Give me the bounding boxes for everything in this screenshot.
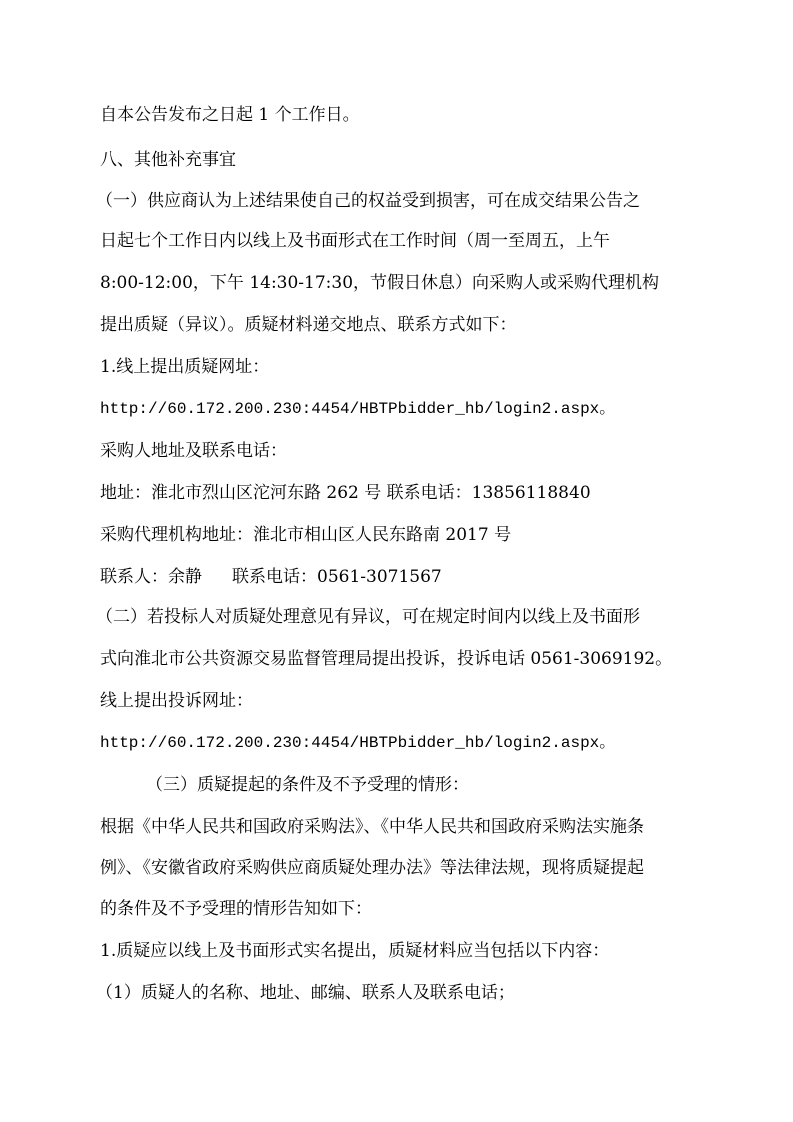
section-heading: 八、其他补充事宜 xyxy=(100,150,236,170)
paragraph-line: 的条件及不予受理的情形告知如下： xyxy=(100,899,372,919)
paragraph-line: 1.质疑应以线上及书面形式实名提出，质疑材料应当包括以下内容： xyxy=(100,941,610,961)
paragraph-line: 日起七个工作日内以线上及书面形式在工作时间（周一至周五，上午 xyxy=(100,231,610,251)
contact-line xyxy=(100,565,442,589)
paragraph-line: 自本公告发布之日起 1 个工作日。 xyxy=(100,105,360,125)
paragraph-line: 1.线上提出质疑网址： xyxy=(100,357,270,377)
paragraph-line: 采购代理机构地址：淮北市相山区人民东路南 2017 号 xyxy=(100,525,512,545)
paragraph-line: 式向淮北市公共资源交易监督管理局提出投诉，投诉电话 0561-3069192。 xyxy=(100,649,673,669)
paragraph-line: 采购人地址及联系电话： xyxy=(100,441,287,461)
paragraph-line: 线上提出投诉网址： xyxy=(100,691,253,711)
paragraph-line: 地址：淮北市烈山区沱河东路 262 号 联系电话：13856118840 xyxy=(100,483,591,503)
paragraph-line: （1）质疑人的名称、地址、邮编、联系人及联系电话； xyxy=(96,983,515,1003)
paragraph-line: 例》、《安徽省政府采购供应商质疑处理办法》等法律法规，现将质疑提起 xyxy=(100,858,644,878)
url-link[interactable]: http://60.172.200.230:4454/HBTPbidder_hb/login2.aspx。 xyxy=(100,734,616,752)
paragraph-line: 8:00-12:00，下午 14:30-17:30，节假日休息）向采购人或采购代理机构 xyxy=(100,273,660,293)
paragraph-line: （三）质疑提起的条件及不予受理的情形： xyxy=(146,775,469,795)
paragraph-line: 提出质疑（异议）。质疑材料递交地点、联系方式如下： xyxy=(100,315,517,335)
contact-phone: 联系电话：0561-3071567 xyxy=(232,567,442,587)
contact-person: 联系人：余静 xyxy=(100,567,202,587)
url-link[interactable]: http://60.172.200.230:4454/HBTPbidder_hb/login2.aspx。 xyxy=(100,400,616,418)
paragraph-line: （二）若投标人对质疑处理意见有异议，可在规定时间内以线上及书面形 xyxy=(96,607,640,627)
paragraph-line: 根据《中华人民共和国政府采购法》、《中华人民共和国政府采购法实施条 xyxy=(100,817,644,837)
paragraph-line: （一）供应商认为上述结果使自己的权益受到损害，可在成交结果公告之 xyxy=(96,191,640,211)
